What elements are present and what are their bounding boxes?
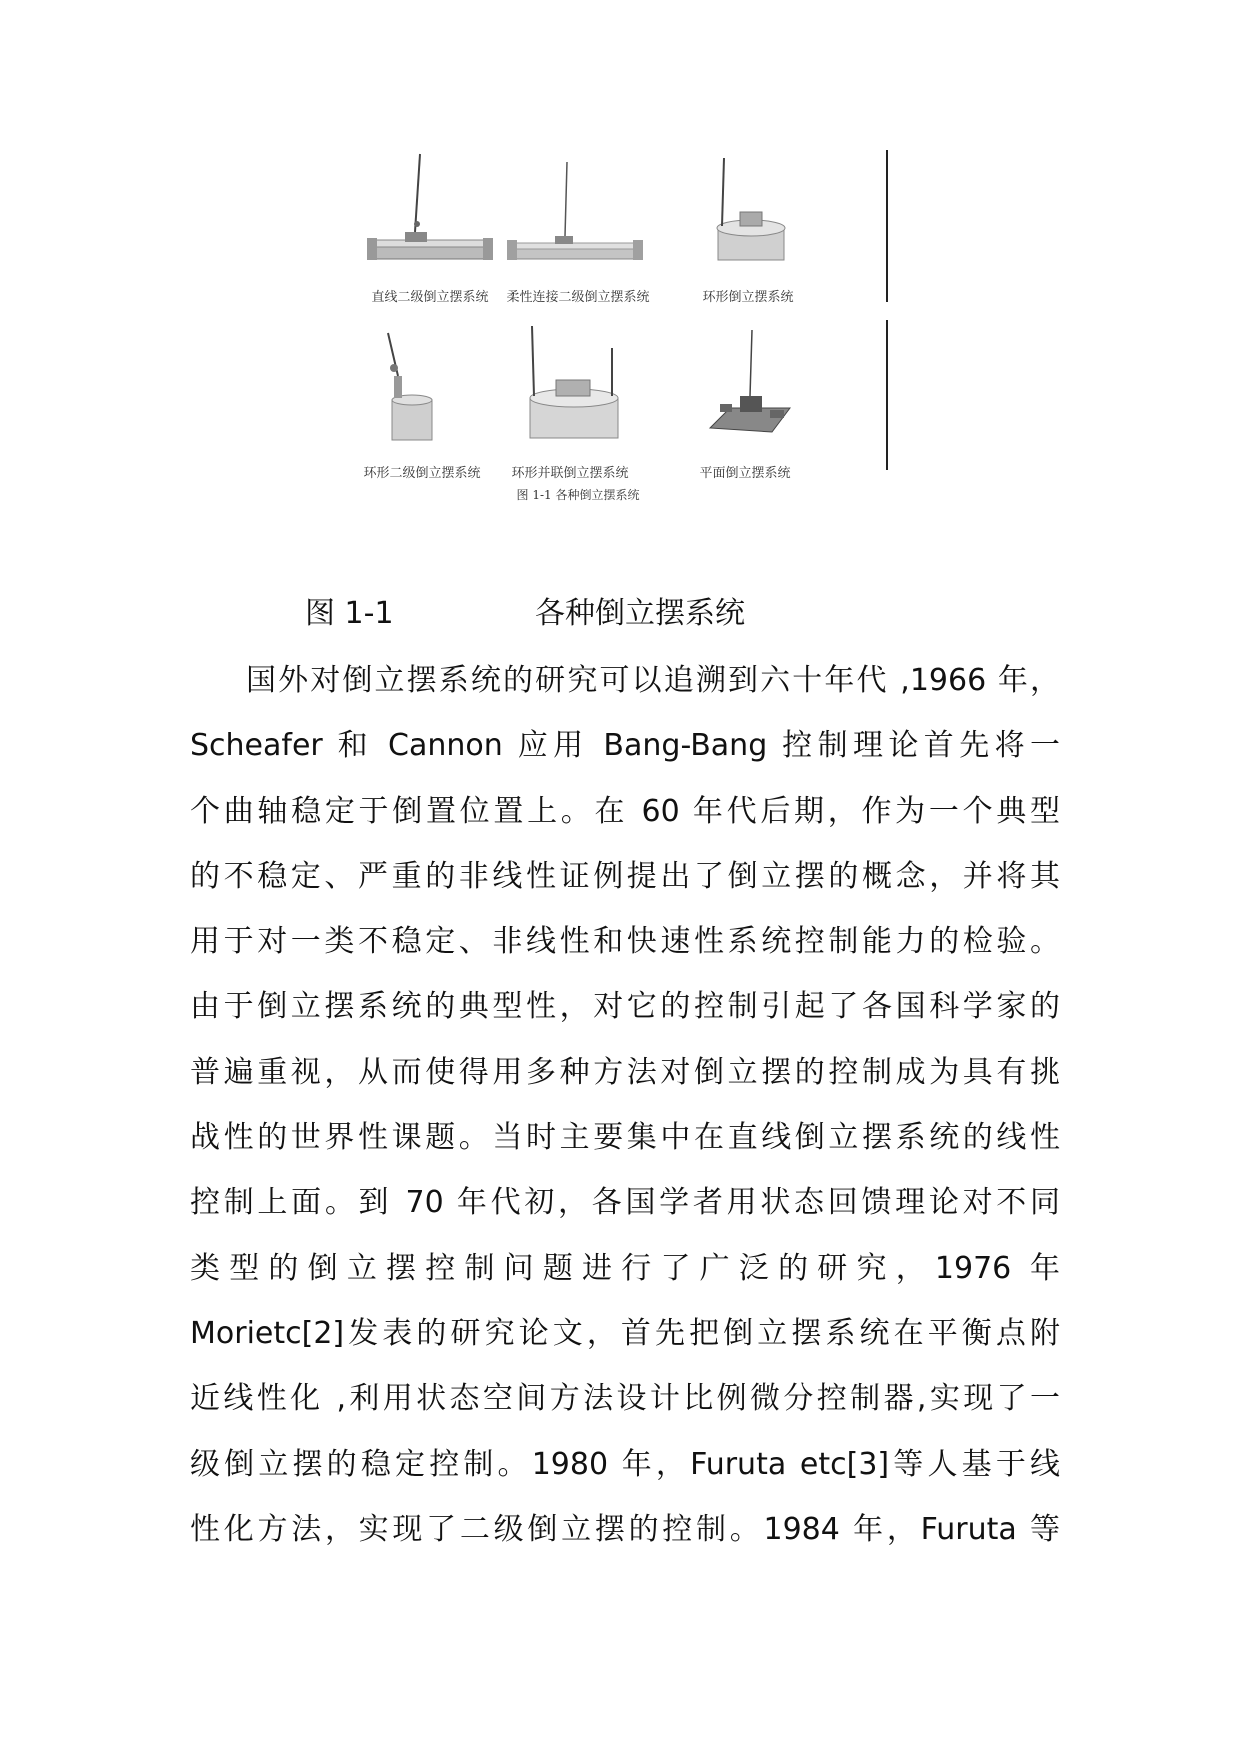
body-paragraph (190, 648, 1060, 1562)
figure-number: 图 1-1 (305, 596, 394, 631)
text-line: 个曲轴稳定于倒置位置上。在 60 年代后期，作为一个典型 (190, 793, 1060, 829)
text-line: 国外对倒立摆系统的研究可以追溯到六十年代 ,1966 年， (246, 663, 1060, 698)
rotary-double-pendulum-image (370, 328, 450, 448)
text-line: 普遍重视，从而使得用多种方法对倒立摆的控制成为具有挑 (190, 1054, 1060, 1090)
text-line: 用于对一类不稳定、非线性和快速性系统控制能力的检验。 (190, 924, 1060, 960)
linear-double-pendulum-image (365, 152, 495, 272)
thumb-label: 平面倒立摆系统 (699, 466, 791, 481)
figure-title: 各种倒立摆系统 (535, 596, 745, 631)
text-line: 控制上面。到 70 年代初，各国学者用状态回馈理论对不同 (190, 1185, 1060, 1221)
figure-inverted-pendulum-systems (340, 150, 900, 570)
text-line: 级倒立摆的稳定控制。1980 年，Furuta etc[3]等人基于线 (190, 1446, 1060, 1482)
figure-inner-caption: 图 1-1 各种倒立摆系统 (516, 488, 640, 502)
thumb-label: 直线二级倒立摆系统 (371, 290, 489, 305)
rotary-pendulum-image (710, 150, 790, 270)
figure-border-line (886, 150, 888, 302)
text-line: 战性的世界性课题。当时主要集中在直线倒立摆系统的线性 (190, 1120, 1060, 1156)
thumb-label: 环形二级倒立摆系统 (363, 466, 481, 481)
planar-pendulum-image (700, 328, 800, 448)
text-line: 的不稳定、严重的非线性证例提出了倒立摆的概念，并将其 (190, 858, 1060, 894)
rotary-parallel-pendulum-image (520, 318, 630, 448)
text-line: Morietc[2]发表的研究论文，首先把倒立摆系统在平衡点附 (190, 1315, 1060, 1351)
text-line: Scheafer 和 Cannon 应用 Bang-Bang 控制理论首先将一 (190, 728, 1060, 764)
flexible-double-pendulum-image (505, 152, 645, 272)
text-line: 类型的倒立摆控制问题进行了广泛的研究，1976 年 (190, 1250, 1060, 1286)
figure-border-line (886, 320, 888, 470)
text-line: 近线性化 ,利用状态空间方法设计比例微分控制器,实现了一 (190, 1381, 1060, 1417)
thumb-label: 柔性连接二级倒立摆系统 (506, 290, 650, 305)
thumb-label: 环形并联倒立摆系统 (511, 466, 629, 481)
thumb-label: 环形倒立摆系统 (702, 290, 794, 305)
text-line: 性化方法，实现了二级倒立摆的控制。1984 年，Furuta 等 (190, 1511, 1060, 1547)
text-line: 由于倒立摆系统的典型性，对它的控制引起了各国科学家的 (190, 989, 1060, 1025)
